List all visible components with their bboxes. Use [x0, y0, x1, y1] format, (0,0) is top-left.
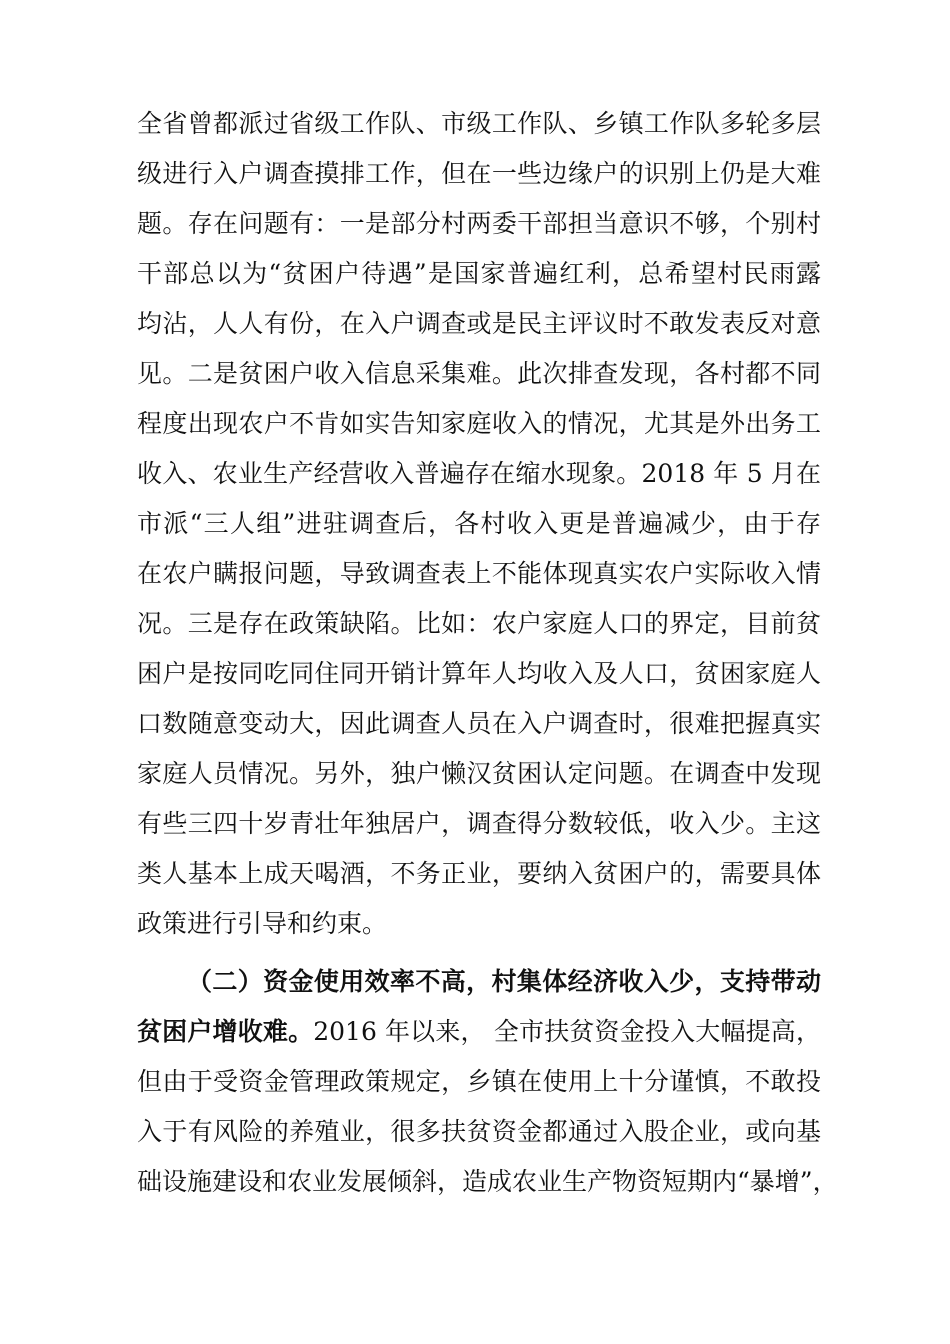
text-line: 干部总以为“贫困户待遇”是国家普遍红利，总希望村民雨露: [137, 259, 821, 288]
text-line: 题。存在问题有：一是部分村两委干部担当意识不够，个别村: [137, 209, 821, 238]
text-line: 在农户瞒报问题，导致调查表上不能体现真实农户实际收入情: [137, 559, 821, 588]
text-line: 级进行入户调查摸排工作，但在一些边缘户的识别上仍是大难: [137, 159, 821, 188]
paragraph-poverty-identification: [137, 99, 821, 949]
text-line: 有些三四十岁青壮年独居户，调查得分数较低，收入少。主这: [137, 809, 821, 838]
text-line: 均沾，人人有份，在入户调查或是民主评议时不敢发表反对意: [137, 309, 821, 338]
text-line: 全省曾都派过省级工作队、市级工作队、乡镇工作队多轮多层: [137, 109, 821, 138]
section-heading: （二）资金使用效率不高，村集体经济收入少，支持带动: [187, 967, 821, 996]
text-line: 但由于受资金管理政策规定，乡镇在使用上十分谨慎，不敢投: [137, 1067, 821, 1096]
text-line: 收入、农业生产经营收入普遍存在缩水现象。2018 年 5 月在: [137, 459, 821, 488]
document-body: [137, 99, 838, 1207]
text-line: 况。三是存在政策缺陷。比如：农户家庭人口的界定，目前贫: [137, 609, 821, 638]
text-line: 程度出现农户不肯如实告知家庭收入的情况，尤其是外出务工: [137, 409, 821, 438]
paragraph-fund-efficiency: [137, 957, 838, 1207]
text-run: 2016 年以来， 全市扶贫资金投入大幅提高，: [313, 1017, 821, 1046]
text-line: 见。二是贫困户收入信息采集难。此次排查发现，各村都不同: [137, 359, 821, 388]
text-line: 入于有风险的养殖业，很多扶贫资金都通过入股企业，或向基: [137, 1117, 821, 1146]
text-line: 类人基本上成天喝酒，不务正业，要纳入贫困户的，需要具体: [137, 859, 821, 888]
text-line: 家庭人员情况。另外，独户懒汉贫困认定问题。在调查中发现: [137, 759, 821, 788]
text-line: 口数随意变动大，因此调查人员在入户调查时，很难把握真实: [137, 709, 821, 738]
paragraph-gap: [137, 949, 821, 957]
section-heading-end: 贫困户增收难。: [137, 1017, 314, 1046]
text-line: 困户是按同吃同住同开销计算年人均收入及人口，贫困家庭人: [137, 659, 821, 688]
text-line: [137, 1007, 821, 1057]
text-line: 市派“三人组”进驻调查后，各村收入更是普遍减少，由于存: [137, 509, 821, 538]
text-line: 政策进行引导和约束。: [137, 909, 388, 938]
text-line: 础设施建设和农业发展倾斜，造成农业生产物资短期内“暴增”，: [137, 1167, 838, 1196]
